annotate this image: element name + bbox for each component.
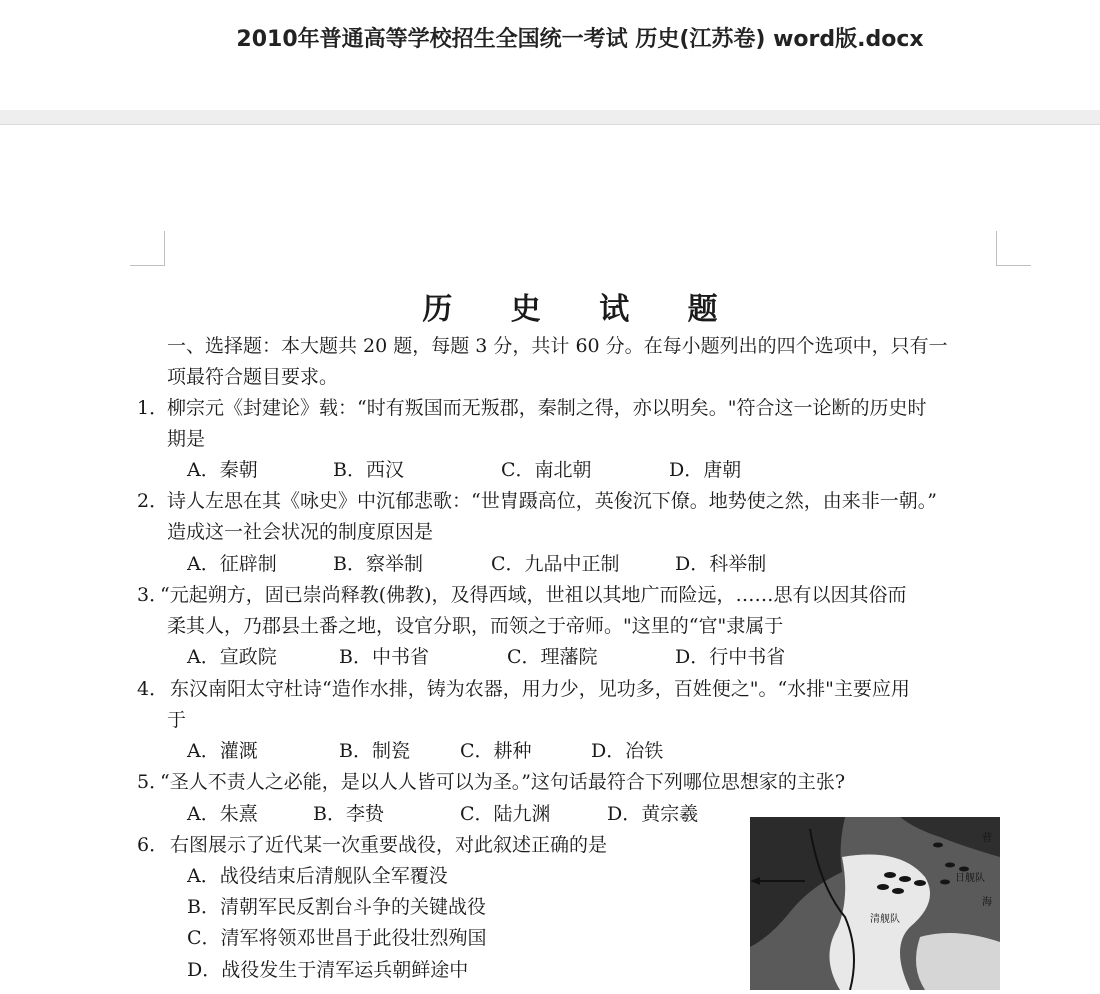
question-4-line-1: 东汉南阳太守杜诗“造作水排，铸为农器，用力少，见功多，百姓便之"。“水排"主要应用 bbox=[170, 678, 910, 700]
question-5-option-d: D．黄宗羲 bbox=[607, 803, 699, 825]
question-6-option-d: D．战役发生于清军运兵朝鲜途中 bbox=[187, 959, 469, 981]
question-5-option-c: C．陆九渊 bbox=[460, 803, 551, 825]
question-4-option-b: B．制瓷 bbox=[339, 740, 410, 762]
question-4-option-a: A．灌溉 bbox=[187, 740, 258, 762]
question-3-option-a: A．宣政院 bbox=[187, 646, 277, 668]
map-label-fleet-japan: 日舰队 bbox=[955, 873, 985, 884]
question-1-line-2: 期是 bbox=[167, 428, 206, 450]
question-1-option-b: B．西汉 bbox=[333, 459, 404, 481]
question-number: 5． bbox=[137, 771, 169, 793]
question-4-line-2: 于 bbox=[167, 709, 187, 731]
question-5-option-b: B．李贽 bbox=[313, 803, 384, 825]
question-2-option-c: C．九品中正制 bbox=[491, 553, 620, 575]
question-5-line-1: “圣人不责人之必能，是以人人皆可以为圣。”这句话最符合下列哪位思想家的主张? bbox=[160, 771, 846, 793]
crop-mark-right bbox=[996, 231, 1031, 266]
map-label-fleet-qing: 清舰队 bbox=[870, 914, 900, 925]
question-3-line-2: 柔其人，乃郡县土番之地，设官分职，而领之于帝师。"这里的“官"隶属于 bbox=[167, 615, 784, 637]
question-3-option-d: D．行中书省 bbox=[675, 646, 786, 668]
question-2-option-d: D．科举制 bbox=[675, 553, 767, 575]
question-2-option-b: B．察举制 bbox=[333, 553, 423, 575]
map-label-hai: 海 bbox=[982, 897, 992, 908]
question-3-line-1: “元起朔方，固已崇尚释教(佛教)，及得西域，世祖以其地广而险远，……思有以因其俗而 bbox=[160, 584, 907, 606]
question-number: 2． bbox=[137, 490, 169, 512]
question-1-line-1: 柳宗元《封建论》载：“时有叛国而无叛郡，秦制之得，亦以明矣。"符合这一论断的历史时 bbox=[167, 397, 927, 419]
question-5-option-a: A．朱熹 bbox=[187, 803, 258, 825]
question-number: 4． bbox=[137, 678, 169, 700]
question-4-option-d: D．冶铁 bbox=[591, 740, 664, 762]
document-header bbox=[0, 0, 1100, 110]
question-2-line-2: 造成这一社会状况的制度原因是 bbox=[167, 521, 434, 543]
question-3-option-b: B．中书省 bbox=[339, 646, 429, 668]
question-2-line-1: 诗人左思在其《咏史》中沉郁悲歌：“世胄蹑高位，英俊沉下僚。地势使之然，由来非一朝。” bbox=[167, 490, 937, 512]
question-6-line-1: 右图展示了近代某一次重要战役，对此叙述正确的是 bbox=[170, 834, 608, 856]
battle-map-image bbox=[750, 817, 1000, 990]
exam-heading: 历 史 试 题 bbox=[422, 292, 742, 327]
map-label-ying: 营 bbox=[982, 833, 992, 844]
question-number: 6． bbox=[137, 834, 169, 856]
question-1-option-a: A．秦朝 bbox=[187, 459, 258, 481]
document-page bbox=[0, 125, 1100, 990]
question-3-option-c: C．理藩院 bbox=[507, 646, 598, 668]
crop-mark-left bbox=[130, 231, 165, 266]
battle-map-svg bbox=[750, 817, 1000, 990]
question-number: 1． bbox=[137, 397, 169, 419]
question-6-option-c: C．清军将领邓世昌于此役壮烈殉国 bbox=[187, 927, 487, 949]
page-divider bbox=[0, 110, 1100, 125]
question-1-option-d: D．唐朝 bbox=[669, 459, 742, 481]
instructions-line-1: 一、选择题：本大题共 20 题，每题 3 分，共计 60 分。在每小题列出的四个选项中，只有一 bbox=[167, 335, 948, 357]
instructions-line-2: 项最符合题目要求。 bbox=[167, 366, 339, 388]
question-2-option-a: A．征辟制 bbox=[187, 553, 277, 575]
document-title: 2010年普通高等学校招生全国统一考试 历史(江苏卷) word版.docx bbox=[236, 27, 924, 52]
question-6-option-a: A．战役结束后清舰队全军覆没 bbox=[187, 865, 448, 887]
question-4-option-c: C．耕种 bbox=[460, 740, 532, 762]
question-6-option-b: B．清朝军民反割台斗争的关键战役 bbox=[187, 896, 486, 918]
question-1-option-c: C．南北朝 bbox=[501, 459, 592, 481]
question-number: 3． bbox=[137, 584, 169, 606]
